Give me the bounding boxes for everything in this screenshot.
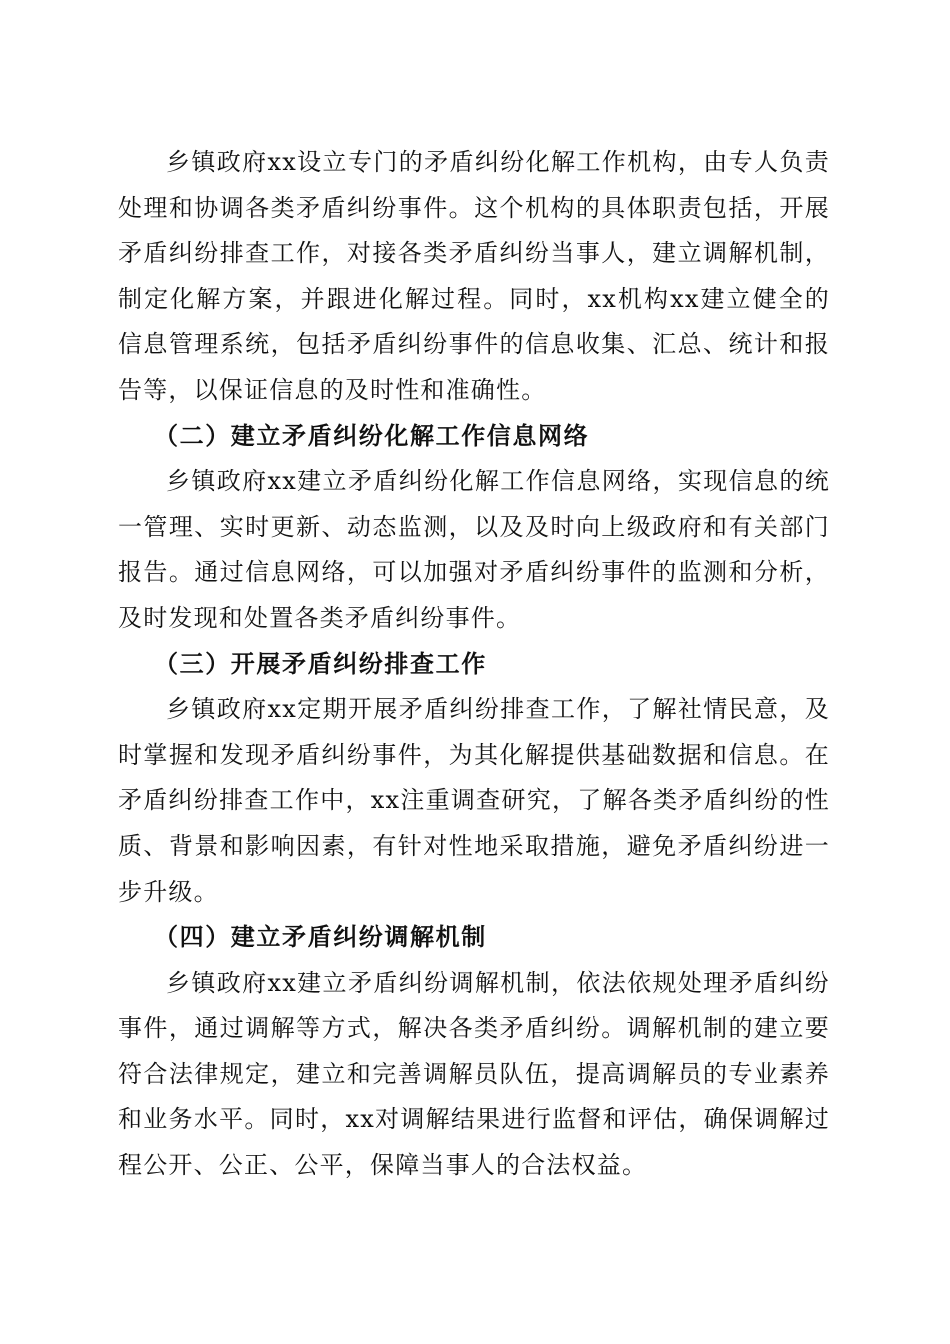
section-heading-4: （四）建立矛盾纠纷调解机制 [154, 923, 487, 952]
document-body [118, 140, 830, 1189]
section-heading-3: （三）开展矛盾纠纷排查工作 [154, 649, 487, 678]
paragraph-work-institution: 乡镇政府xx设立专门的矛盾纠纷化解工作机构，由专人负责处理和协调各类矛盾纠纷事件。这个机构的具体职责包括，开展矛盾纠纷排查工作，对接各类矛盾纠纷当事人，建立调解机制，制定化解方案，并跟进化解过程。同时，xx机构xx建立健全的信息管理系统，包括矛盾纠纷事件的信息收集、汇总、统计和报告等，以保证信息的及时性和准确性。 [118, 148, 830, 404]
paragraph-info-network: 乡镇政府xx建立矛盾纠纷化解工作信息网络，实现信息的统一管理、实时更新、动态监测，以及及时向上级政府和有关部门报告。通过信息网络，可以加强对矛盾纠纷事件的监测和分析，及时发现和处置各类矛盾纠纷事件。 [118, 467, 830, 632]
paragraph-dispute-screening: 乡镇政府xx定期开展矛盾纠纷排查工作，了解社情民意，及时掌握和发现矛盾纠纷事件，为其化解提供基础数据和信息。在矛盾纠纷排查工作中，xx注重调查研究，了解各类矛盾纠纷的性质、背景和影响因素，有针对性地采取措施，避免矛盾纠纷进一步升级。 [118, 695, 830, 906]
paragraph-mediation-mechanism: 乡镇政府xx建立矛盾纠纷调解机制，依法依规处理矛盾纠纷事件，通过调解等方式，解决各类矛盾纠纷。调解机制的建立要符合法律规定，建立和完善调解员队伍，提高调解员的专业素养和业务水平。同时，xx对调解结果进行监督和评估，确保调解过程公开、公正、公平，保障当事人的合法权益。 [118, 968, 830, 1180]
section-heading-2: （二）建立矛盾纠纷化解工作信息网络 [154, 421, 590, 450]
